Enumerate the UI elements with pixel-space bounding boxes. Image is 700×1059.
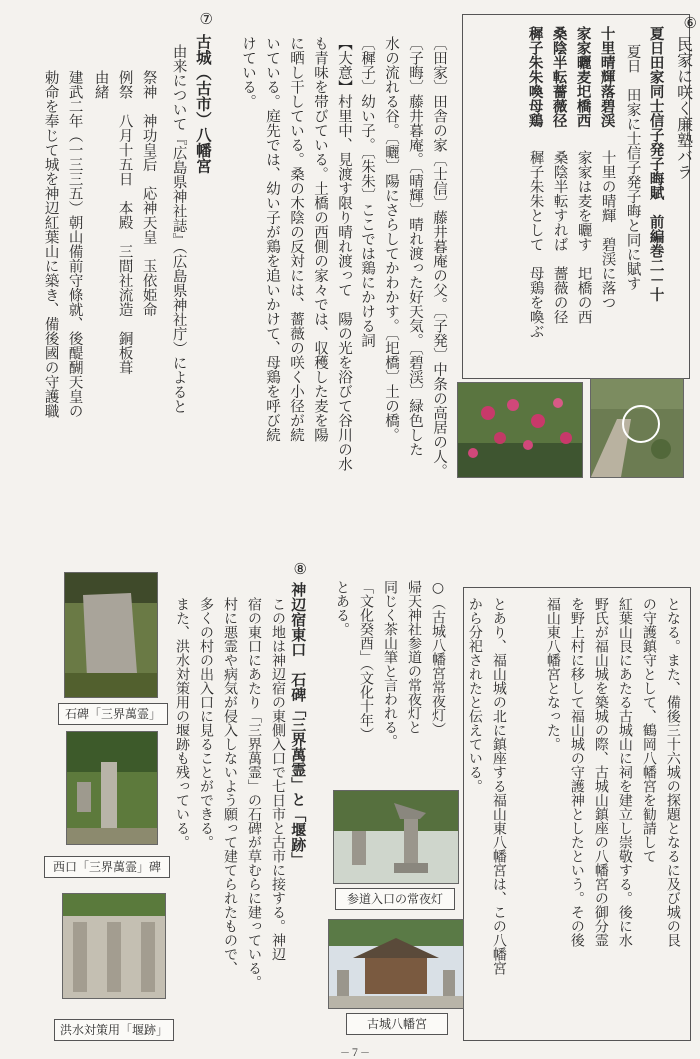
weir-caption: 洪水対策用「堰跡」 — [54, 1019, 174, 1041]
fact-deity: 祭神 神功皇后 応神天皇 玉依姫命 — [140, 70, 157, 317]
verse-cn-3: 桑陰半転薔薇径 — [550, 26, 568, 128]
continued-line-6: 福山東八幡宮となった。 — [544, 597, 561, 751]
continued-line-5: を野上村に移して福山城の守護神としたという。その後 — [568, 597, 585, 947]
shrine-caption: 古城八幡宮 — [346, 1013, 448, 1035]
rose-photo — [457, 382, 583, 478]
verse-jp-2: 家家は麦を曬す 圯橋の西 — [575, 150, 592, 324]
continued-line-9: から分祀されたと伝えている。 — [466, 597, 483, 793]
section8-number: ⑧ — [291, 560, 310, 578]
section8-body: この地は神辺宿の東側入口で七日市と古市に接する。神辺 宿の東口にあたり「三界萬霊」の石碑が草むらに建っている。 村に悪霊や病気が侵入しないよう願って建てられたもので、 多くの村の出入口に見ることができる。 また、洪水対策用の堰跡も残っている。 — [174, 597, 286, 989]
lantern-caption: 参道入口の常夜灯 — [335, 888, 455, 910]
poem-heading: 夏日田家同士信子発子晦賦 前編巻二－十 — [647, 26, 665, 302]
rose-path-photo — [590, 378, 684, 478]
verse-cn-4: 穉子朱朱喚母鶏 — [526, 26, 544, 128]
stele-caption: 石碑「三界萬霊」 — [58, 703, 168, 725]
section7-number: ⑦ — [197, 10, 216, 28]
page-number: －７－ — [340, 1048, 370, 1059]
west-stele-caption: 西口「三界萬霊」碑 — [44, 856, 170, 878]
fact-history-2: 勅命を奉じて城を神辺紅葉山に築き、備後國の守護職 — [42, 70, 59, 418]
west-stele-photo — [66, 731, 158, 845]
verse-cn-1: 十里晴輝落碧渓 — [598, 26, 616, 128]
section7-title: 古城（古市）八幡宮 — [193, 34, 213, 174]
verse-cn-2: 家家曬麦圯橋西 — [574, 26, 592, 128]
lantern-note: ○（古城八幡宮常夜灯） 帰天神社参道の常夜灯と 同じく茶山筆と言われる。 「文化癸酉」（文化十年） とある。 — [334, 580, 446, 748]
verse-jp-1: 十里の晴輝 碧渓に落つ — [599, 150, 616, 310]
section7-intro: 由来について『広島県神社誌』（広島県神社庁）によると — [170, 44, 187, 414]
stele-photo — [64, 572, 158, 698]
continued-line-8: とあり、福山城の北に鎮座する福山東八幡宮は、この八幡宮 — [490, 597, 507, 975]
continued-line-3: 紅葉山艮にあたる古城山に祠を建立し崇敬する。後に水 — [616, 597, 633, 947]
poem-reading: 夏日 田家に士信子発子晦と同に賦す — [624, 44, 641, 291]
shrine-photo — [328, 919, 464, 1009]
summary-meaning: 【大意】村里中、見渡す限り晴れ渡って 陽の光を浴びて谷川の水 も青味を帯びている。土橋の西側の家々では、収穫した麦を陽 に晒し干している。桑の木陰の反対には、薔薇の咲く小径が続 いている。庭先では、幼い子が鶏を追いかけて、母鶏を呼び続 けている。 — [240, 36, 352, 471]
fact-history-1: 建武二年（一三三五）朝山備前守條就、後醍醐天皇の — [66, 70, 83, 418]
fact-festival: 例祭 八月十五日 本殿 三間社流造 銅板葺 — [116, 70, 133, 375]
fact-origin-label: 由緒 — [92, 70, 109, 99]
section6-title: 民家に咲く廉塾バラ — [674, 36, 694, 180]
continued-line-1: となる。また、備後三十六城の探題となるに及び城の艮 — [664, 597, 681, 947]
weir-photo — [62, 893, 166, 999]
verse-jp-4: 穉子朱朱として 母鶏を喚ぶ — [527, 150, 544, 339]
section6-number: ⑥ — [681, 14, 700, 32]
verse-jp-3: 桑陰半転すれば 薔薇の径 — [551, 150, 568, 324]
continued-line-4: 野氏が福山城を築城の際、古城山鎮座の八幡宮の御分霊 — [592, 597, 609, 947]
glossary-notes: 〔田家〕田舎の家〔士信〕藤井暮庵の父。〔子発〕中条の高居の人。 〔子晦〕藤井暮庵。〔晴輝〕晴れ渡った好天気。〔碧渓〕緑色した 水の流れる谷。〔曬〕陽にさらしてかわかす。〔圯橋〕土の橋。 〔穉子〕幼い子。〔朱朱〕ここでは鶏にかける詞 — [359, 36, 447, 479]
section8-title: 神辺宿東口 石碑「三界萬霊」と「堰跡」 — [289, 582, 308, 867]
lantern-photo — [333, 790, 459, 884]
continued-line-2: の守護鎮守として、鶴岡八幡宮を勧請して — [640, 597, 657, 863]
